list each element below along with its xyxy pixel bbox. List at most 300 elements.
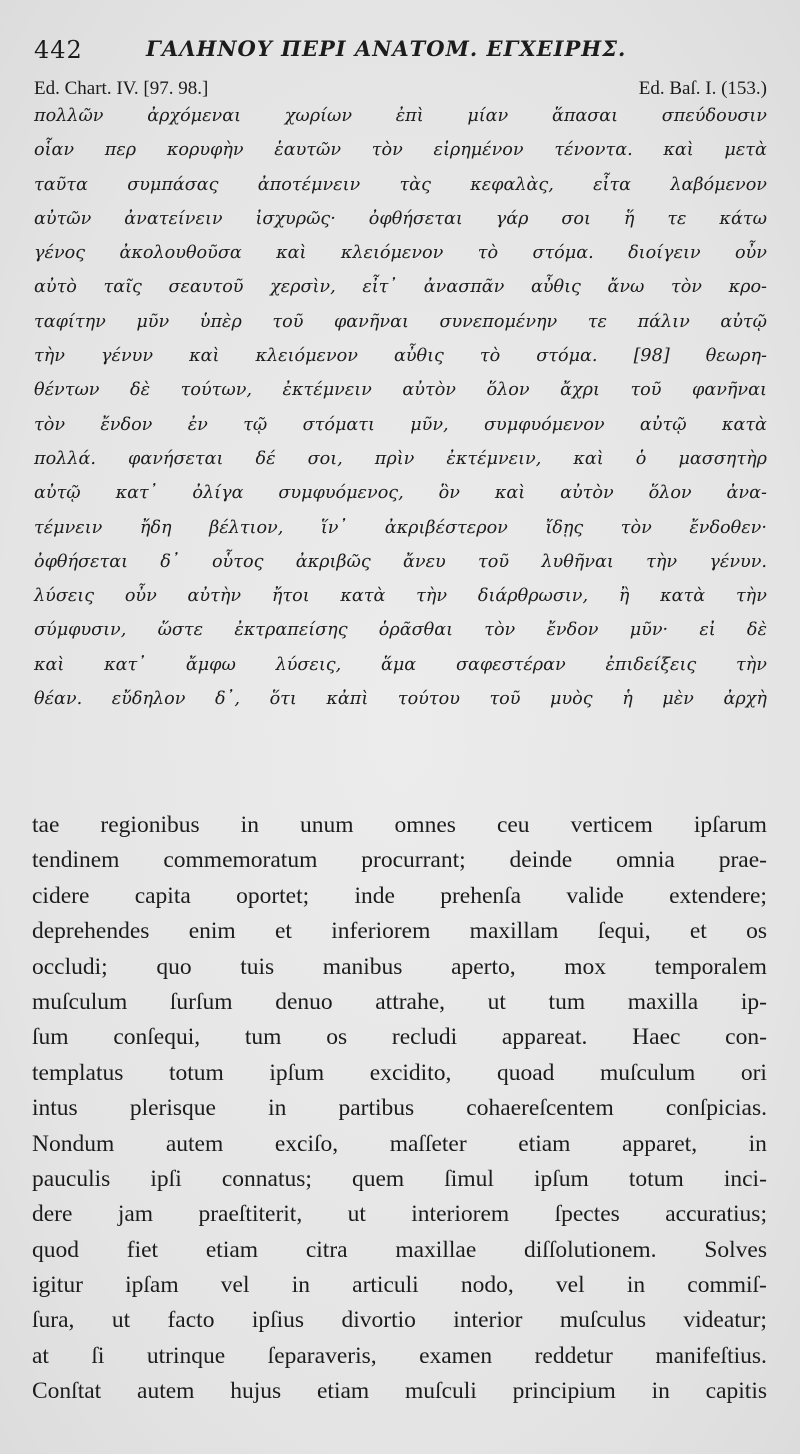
- word: accuratius;: [665, 1201, 767, 1228]
- word: μίαν: [467, 106, 509, 126]
- word: ipſum: [533, 1165, 589, 1192]
- word: τοῦ: [630, 380, 662, 401]
- word: vel: [555, 1272, 585, 1299]
- word: utrinque: [146, 1342, 226, 1369]
- word: tum: [548, 988, 586, 1015]
- word: unum: [299, 812, 354, 838]
- latin-text-line: [32, 1201, 767, 1236]
- greek-text-line: [34, 415, 767, 449]
- word: τένοντα.: [554, 140, 633, 161]
- word: quod: [32, 1236, 79, 1263]
- word: ἔνδον: [100, 414, 153, 435]
- greek-text-line: [34, 483, 767, 517]
- word: tum: [244, 1024, 282, 1051]
- word: ἄχρι: [560, 380, 600, 401]
- word: κεφαλὰς,: [470, 174, 554, 195]
- word: muſculus: [559, 1307, 647, 1334]
- word: τὸν: [620, 517, 652, 538]
- word: τοῦ: [272, 311, 304, 332]
- word: principium: [512, 1378, 616, 1405]
- word: ὅτι: [269, 689, 297, 710]
- word: ὀφθήσεται: [34, 551, 129, 572]
- word: ſi: [91, 1342, 105, 1369]
- word: capitis: [705, 1378, 767, 1405]
- word: ἡ: [622, 689, 633, 710]
- word: in: [626, 1272, 646, 1299]
- word: μῦν·: [629, 620, 669, 641]
- word: dere: [32, 1201, 73, 1228]
- word: ſeparaveris,: [267, 1342, 377, 1369]
- word: κρο-: [728, 277, 767, 298]
- word: conſequi,: [113, 1024, 201, 1051]
- word: totum: [168, 1059, 224, 1086]
- word: mox: [564, 953, 607, 980]
- word: attrahe,: [375, 988, 446, 1015]
- word: Haec: [632, 1024, 681, 1051]
- word: λύσεις: [34, 586, 95, 607]
- word: στόμα.: [536, 346, 598, 367]
- edition-reference-chartier: Ed. Chart. IV. [97. 98.]: [34, 78, 209, 99]
- word: πολλῶν: [34, 106, 104, 126]
- word: δέ: [255, 448, 276, 469]
- word: ἔνδον: [546, 620, 599, 641]
- word: τοῦ: [489, 689, 521, 710]
- word: Nondum: [32, 1130, 115, 1157]
- word: in: [748, 1130, 767, 1157]
- word: συνεπομένην: [439, 311, 558, 332]
- word: enim: [188, 918, 236, 945]
- word: diſſolutionem.: [524, 1236, 657, 1263]
- word: λυθῆναι: [541, 551, 614, 572]
- word: λύσεις,: [275, 654, 342, 675]
- word: ἀποτέμνειν: [257, 174, 361, 195]
- word: καὶ: [189, 346, 220, 367]
- word: intus: [32, 1095, 78, 1122]
- word: οὖν: [124, 586, 157, 607]
- word: ὅλον: [648, 483, 692, 504]
- greek-text-line: [34, 209, 767, 243]
- word: ἅμα: [380, 654, 417, 675]
- word: πρὶν: [374, 448, 415, 469]
- word: [98]: [633, 346, 670, 367]
- word: ori: [740, 1059, 767, 1086]
- word: cidere: [32, 882, 90, 909]
- word: ἐπιδείξεις: [605, 654, 697, 675]
- word: tae: [32, 812, 60, 838]
- word: jam: [117, 1201, 154, 1228]
- word: τὴν: [416, 586, 448, 607]
- word: αὐτῷ: [720, 311, 767, 332]
- word: partibus: [338, 1095, 415, 1122]
- word: δὲ: [130, 380, 151, 401]
- word: templatus: [32, 1059, 124, 1086]
- word: vel: [220, 1272, 250, 1299]
- greek-text-line: [34, 518, 767, 552]
- word: ταῖς: [103, 277, 142, 298]
- word: et: [274, 918, 292, 945]
- word: περ: [104, 140, 137, 161]
- word: tendinem: [32, 847, 120, 874]
- word: τὴν: [735, 654, 767, 675]
- word: conſpicias.: [665, 1095, 767, 1122]
- word: ut: [111, 1307, 131, 1334]
- word: καὶ: [494, 483, 526, 504]
- word: in: [240, 812, 259, 838]
- word: αὐτῷ: [34, 483, 81, 504]
- word: οἷαν: [34, 140, 75, 161]
- word: τὸν: [484, 620, 516, 641]
- word: εἰ: [699, 620, 716, 641]
- word: Conſtat: [32, 1378, 102, 1405]
- word: ἀνασπᾶν: [423, 277, 505, 298]
- word: cohaereſcentem: [466, 1095, 614, 1122]
- word: deprehendes: [32, 918, 150, 945]
- latin-text-line: [32, 1131, 767, 1166]
- word: θέντων: [34, 380, 100, 401]
- word: καὶ: [663, 140, 694, 161]
- word: occludi;: [32, 953, 108, 980]
- latin-text-line: [32, 1307, 767, 1342]
- word: etiam: [518, 1130, 571, 1157]
- latin-text-line: [32, 1343, 767, 1378]
- word: oportet;: [236, 882, 310, 909]
- word: τὸ: [479, 346, 501, 367]
- word: tuis: [240, 953, 275, 980]
- word: deinde: [509, 847, 573, 874]
- word: examen: [419, 1342, 493, 1369]
- word: valide: [566, 882, 624, 909]
- word: ἤδη: [139, 517, 172, 538]
- word: inci-: [723, 1165, 767, 1192]
- latin-text-line: [32, 1095, 767, 1130]
- word: Solves: [704, 1236, 767, 1263]
- word: con-: [725, 1024, 767, 1051]
- word: κλειόμενον: [255, 346, 358, 367]
- word: quo: [156, 953, 192, 980]
- word: δὲ: [746, 620, 767, 641]
- word: οὗτος: [211, 551, 264, 572]
- word: praeſtiterit,: [198, 1201, 303, 1228]
- word: ἀκολουθοῦσα: [119, 243, 242, 264]
- word: etiam: [317, 1378, 370, 1405]
- word: igitur: [32, 1272, 83, 1299]
- word: ipſam: [125, 1272, 179, 1299]
- word: ſequi,: [597, 918, 651, 945]
- greek-text-line: [34, 380, 767, 414]
- word: ſura,: [32, 1307, 75, 1334]
- word: συμφυόμενος,: [278, 483, 404, 504]
- word: δ᾽,: [215, 689, 241, 710]
- word: κατ᾽: [115, 483, 158, 504]
- word: videatur;: [683, 1307, 767, 1334]
- word: aperto,: [451, 953, 516, 980]
- word: recludi: [391, 1024, 458, 1051]
- word: αὐτὴν: [187, 586, 242, 607]
- word: denuo: [275, 988, 333, 1015]
- word: et: [689, 918, 707, 945]
- word: κατὰ: [660, 586, 706, 607]
- word: τούτων,: [180, 380, 253, 401]
- word: ἔνδοθεν·: [689, 517, 767, 538]
- word: ἀκριβέστερον: [384, 517, 508, 538]
- word: totum: [628, 1165, 684, 1192]
- greek-text-line: [34, 243, 767, 277]
- word: os: [746, 918, 767, 945]
- word: ἢ: [618, 586, 630, 607]
- word: φανήσεται: [128, 448, 224, 469]
- word: διάρθρωσιν,: [477, 586, 589, 607]
- word: ὃν: [438, 483, 460, 504]
- word: μὲν: [662, 689, 694, 710]
- word: ἐπὶ: [395, 106, 424, 126]
- word: τὸν: [371, 140, 403, 161]
- word: ἀνα-: [726, 483, 767, 504]
- word: σαφεστέραν: [455, 654, 566, 675]
- word: fiet: [126, 1236, 159, 1263]
- word: πάλιν: [637, 311, 690, 332]
- word: in: [651, 1378, 670, 1405]
- word: τὴν: [34, 346, 65, 367]
- word: manifeſtius.: [655, 1342, 767, 1369]
- word: μασσητὴρ: [678, 448, 767, 469]
- word: ἄνω: [607, 277, 645, 298]
- latin-text-line: [32, 883, 767, 918]
- greek-text-line: [34, 620, 767, 654]
- word: λαβόμενον: [670, 174, 767, 195]
- word: κλειόμενον: [340, 243, 444, 264]
- latin-text-line: [32, 989, 767, 1024]
- word: ὅλον: [486, 380, 530, 401]
- latin-text-line: [32, 847, 767, 882]
- edition-reference-basel: Ed. Baſ. I. (153.): [638, 78, 767, 99]
- word: inde: [354, 882, 395, 909]
- running-title: ΓΑΛΗΝΟΥ ΠΕΡΙ ΑΝΑΤΟΜ. ΕΓΧΕΙΡΗΣ.: [146, 36, 627, 61]
- word: interiorem: [411, 1201, 510, 1228]
- word: ipſarum: [693, 812, 767, 838]
- word: os: [326, 1024, 348, 1051]
- word: ἀρχόμεναι: [147, 106, 242, 126]
- word: ſpectes: [554, 1201, 620, 1228]
- word: τὸ: [477, 243, 499, 264]
- word: ἀνατείνειν: [124, 208, 223, 229]
- word: nodo,: [460, 1272, 514, 1299]
- word: ἴδῃς: [545, 517, 584, 538]
- word: γένος: [34, 243, 86, 264]
- word: ὀλίγα: [192, 483, 244, 504]
- word: ταῦτα: [34, 174, 88, 195]
- word: omnes: [394, 812, 456, 838]
- word: quem: [351, 1165, 405, 1192]
- word: καὶ: [34, 654, 65, 675]
- word: σοι: [561, 208, 591, 229]
- word: citra: [305, 1236, 348, 1263]
- word: muſculum: [599, 1059, 696, 1086]
- word: quoad: [496, 1059, 555, 1086]
- word: ut: [487, 988, 506, 1015]
- word: αὐτὸ: [34, 277, 77, 298]
- word: ἑαυτῶν: [274, 140, 342, 161]
- word: εἰρημένον: [433, 140, 524, 161]
- word: κατ᾽: [104, 654, 147, 675]
- word: ἐκτέμνειν,: [446, 448, 542, 469]
- word: ἵν᾽: [320, 517, 348, 538]
- word: φανῆναι: [333, 311, 409, 332]
- word: κορυφὴν: [166, 140, 244, 161]
- edition-reference-line: [34, 78, 767, 104]
- word: reddetur: [534, 1342, 613, 1369]
- word: τοῦ: [478, 551, 510, 572]
- word: τὴν: [735, 586, 767, 607]
- word: αὐτῶν: [34, 208, 92, 229]
- greek-text-line: [34, 277, 767, 311]
- latin-text-line: [32, 918, 767, 953]
- word: maxillam: [469, 918, 559, 945]
- greek-text-line: [34, 449, 767, 483]
- word: τούτου: [397, 689, 460, 710]
- word: ἐκτέμνειν: [282, 380, 372, 401]
- word: εἶτ᾽: [362, 277, 398, 298]
- word: μετὰ: [724, 140, 767, 161]
- greek-text-block: [34, 106, 767, 723]
- word: prae-: [718, 847, 767, 874]
- word: ἥ: [623, 208, 635, 229]
- word: τὴν: [646, 551, 678, 572]
- word: ὀφθήσεται: [368, 208, 463, 229]
- word: θεωρη-: [705, 346, 767, 367]
- word: ipſi: [150, 1165, 182, 1192]
- word: ἀρχὴ: [723, 689, 767, 710]
- word: divortio: [341, 1307, 416, 1334]
- word: μῦν,: [410, 414, 449, 435]
- word: ἤτοι: [271, 586, 310, 607]
- word: ip-: [740, 988, 767, 1015]
- word: exciſo,: [274, 1130, 339, 1157]
- word: ipſius: [251, 1307, 305, 1334]
- word: στόματι: [302, 414, 375, 435]
- word: μῦν: [136, 311, 170, 332]
- latin-text-block: [32, 812, 767, 1414]
- word: autem: [137, 1378, 195, 1405]
- word: ἄνευ: [403, 551, 446, 572]
- word: ἄμφω: [185, 654, 236, 675]
- word: διοίγειν: [628, 243, 701, 264]
- word: maxilla: [627, 988, 699, 1015]
- word: etiam: [205, 1236, 259, 1263]
- word: inferiorem: [331, 918, 431, 945]
- word: commemoratum: [163, 847, 318, 874]
- latin-text-line: [32, 954, 767, 989]
- word: prehenſa: [440, 882, 522, 909]
- word: appareat.: [501, 1024, 588, 1051]
- latin-text-line: [32, 1166, 767, 1201]
- word: δ᾽: [160, 551, 180, 572]
- word: κατὰ: [721, 414, 767, 435]
- word: γένυν.: [709, 551, 767, 572]
- word: συμπάσας: [127, 174, 219, 195]
- word: σοι,: [307, 448, 343, 469]
- greek-text-line: [34, 140, 767, 174]
- word: muſculum: [32, 988, 128, 1015]
- word: καὶ: [573, 448, 604, 469]
- word: ὁ: [635, 448, 647, 469]
- word: hujus: [230, 1378, 282, 1405]
- latin-text-line: [32, 1378, 767, 1413]
- word: plerisque: [129, 1095, 216, 1122]
- word: αὖθις: [530, 277, 581, 298]
- word: excidito,: [369, 1059, 452, 1086]
- word: autem: [165, 1130, 224, 1157]
- word: capita: [134, 882, 191, 909]
- word: ἐν: [187, 414, 208, 435]
- word: ἅπασαι: [551, 106, 619, 126]
- word: verticem: [570, 812, 653, 838]
- word: ceu: [496, 812, 530, 838]
- word: τῷ: [243, 414, 268, 435]
- greek-text-line: [34, 346, 767, 380]
- word: αὐτῷ: [639, 414, 687, 435]
- word: κατὰ: [340, 586, 386, 607]
- word: τε: [587, 311, 608, 332]
- word: εἶτα: [593, 174, 632, 195]
- word: pauculis: [32, 1165, 111, 1192]
- greek-text-line: [34, 655, 767, 689]
- latin-text-line: [32, 812, 767, 847]
- word: in: [291, 1272, 310, 1299]
- greek-text-line: [34, 586, 767, 620]
- greek-text-line: [34, 106, 767, 140]
- word: τὸν: [34, 414, 66, 435]
- word: ὁρᾶσθαι: [378, 620, 453, 641]
- word: αὐτὸν: [402, 380, 457, 401]
- greek-text-line: [34, 552, 767, 586]
- word: καὶ: [276, 243, 307, 264]
- word: in: [268, 1095, 287, 1122]
- greek-text-line: [34, 175, 767, 209]
- word: χωρίων: [284, 106, 353, 126]
- greek-text-line: [34, 689, 767, 723]
- word: muſculi: [405, 1378, 477, 1405]
- word: procurrant;: [361, 847, 466, 874]
- word: σπεύδουσιν: [661, 106, 767, 126]
- word: regionibus: [100, 812, 200, 838]
- word: σεαυτοῦ: [168, 277, 244, 298]
- word: apparet,: [622, 1130, 698, 1157]
- word: ὥστε: [157, 620, 204, 641]
- word: φανῆναι: [692, 380, 767, 401]
- word: interior: [453, 1307, 523, 1334]
- latin-text-line: [32, 1024, 767, 1059]
- word: σύμφυσιν,: [34, 620, 127, 641]
- word: ut: [347, 1201, 366, 1228]
- word: θέαν.: [34, 689, 83, 710]
- latin-text-line: [32, 1272, 767, 1307]
- word: συμφυόμενον: [483, 414, 605, 435]
- word: ἐκτραπείσης: [234, 620, 348, 641]
- word: maſſeter: [389, 1130, 467, 1157]
- word: οὖν: [735, 243, 767, 264]
- word: extendere;: [669, 882, 767, 909]
- word: τέμνειν: [34, 517, 103, 538]
- word: omnia: [616, 847, 675, 874]
- word: ἀκριβῶς: [295, 551, 371, 572]
- word: βέλτιον,: [209, 517, 284, 538]
- word: at: [32, 1342, 49, 1369]
- word: στόμα.: [532, 243, 594, 264]
- word: κάτω: [719, 208, 767, 229]
- word: τὸν: [670, 277, 702, 298]
- word: articuli: [352, 1272, 419, 1299]
- word: ſimul: [444, 1165, 494, 1192]
